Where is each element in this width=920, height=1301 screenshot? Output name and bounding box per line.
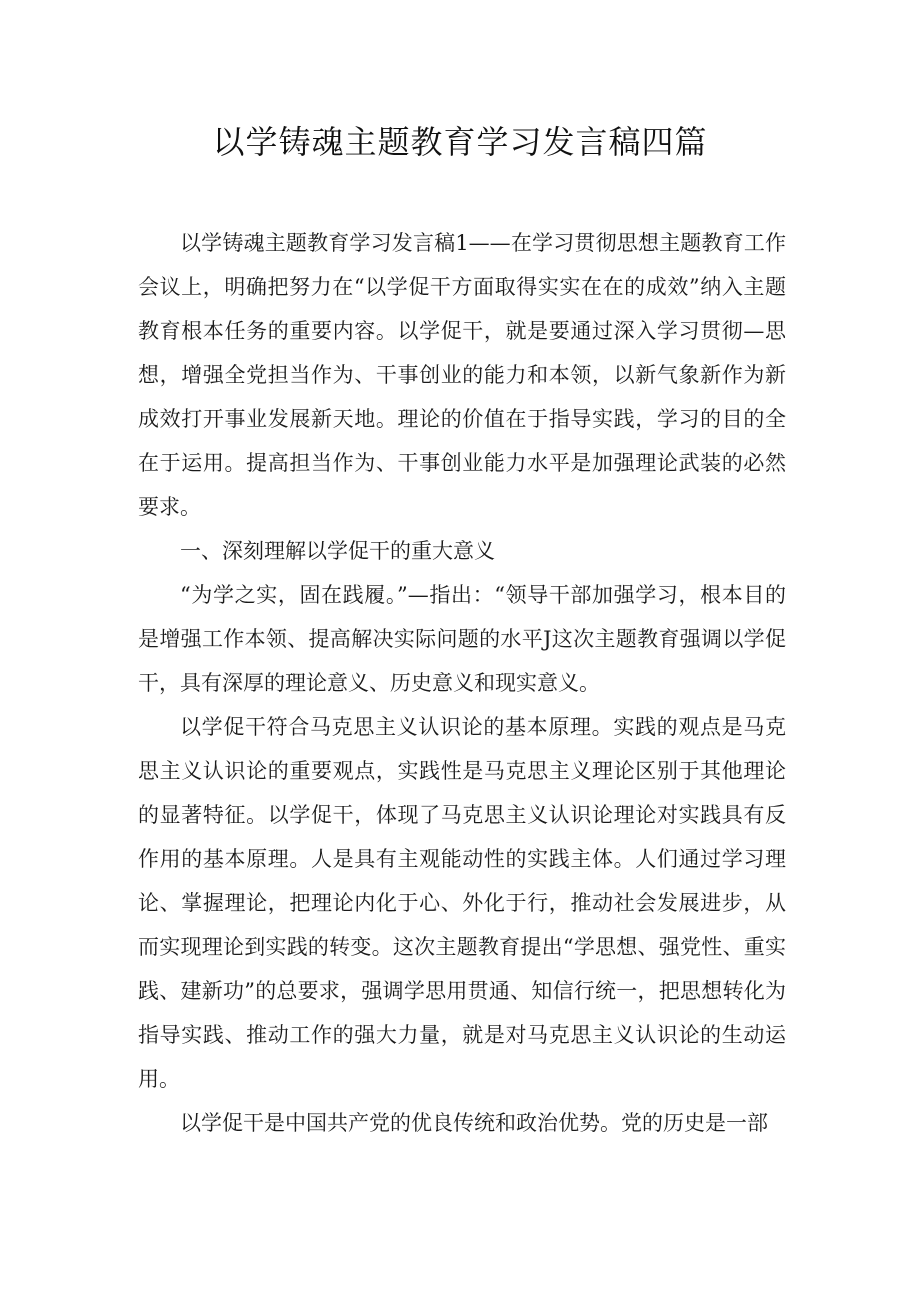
paragraph-intro: 以学铸魂主题教育学习发言稿1——在学习贯彻思想主题教育工作会议上，明确把努力在“以学促干方面取得实实在在的成效”纳入主题教育根本任务的重要内容。以学促干，就是要通过深入学习贯彻—思想，增强全党担当作为、干事创业的能力和本领，以新气象新作为新成效打开事业发展新天地。理论的价值在于指导实践，学习的目的全在于运用。提高担当作为、干事创业能力水平是加强理论武装的必然要求。 xyxy=(138,231,786,519)
paragraph-theory: 以学促干符合马克思主义认识论的基本原理。实践的观点是马克思主义认识论的重要观点，实践性是马克思主义理论区别于其他理论的显著特征。以学促干，体现了马克思主义认识论理论对实践具有反作用的基本原理。人是具有主观能动性的实践主体。人们通过学习理论、掌握理论，把理论内化于心、外化于行，推动社会发展进步，从而实现理论到实践的转变。这次主题教育提出“学思想、强党性、重实践、建新功”的总要求，强调学思用贯通、知信行统一，把思想转化为指导实践、推动工作的强大力量，就是对马克思主义认识论的生动运用。 xyxy=(138,715,786,1091)
section-heading-1: 一、深刻理解以学促干的重大意义 xyxy=(180,539,495,563)
paragraph-quote: “为学之实，固在践履。”—指出：“领导干部加强学习，根本目的是增强工作本领、提高解决实际问题的水平J这次主题教育强调以学促干，具有深厚的理论意义、历史意义和现实意义。 xyxy=(138,583,786,695)
document-title: 以学铸魂主题教育学习发言稿四篇 xyxy=(212,123,708,161)
document-body xyxy=(138,221,786,1145)
paragraph-tradition: 以学促干是中国共产党的优良传统和政治优势。党的历史是一部 xyxy=(180,1111,768,1135)
